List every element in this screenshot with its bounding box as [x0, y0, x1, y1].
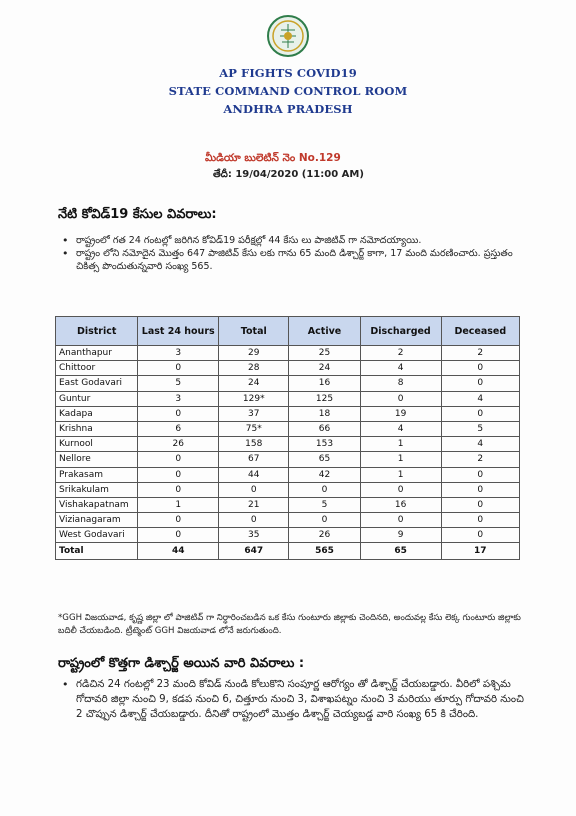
value-cell: 0	[441, 528, 519, 543]
value-cell: 0	[360, 391, 441, 406]
value-cell: 0	[441, 513, 519, 528]
value-cell: 3	[138, 346, 219, 361]
value-cell: 0	[441, 482, 519, 497]
table-row	[56, 421, 520, 436]
value-cell: 158	[219, 437, 289, 452]
value-cell: 3	[138, 391, 219, 406]
table-row	[56, 452, 520, 467]
value-cell: 66	[289, 421, 360, 436]
list-item: • గడిచిన 24 గంటల్లో 23 మంది కోవిడ్ నుండి కోలుకొని సంపూర్ణ ఆరోగ్యం తో డిశ్చార్జ్ చేయబడ్డారు. వీరిలో పశ్చిమ గోదావరి జిల్లా నుంచి 9, కడప నుంచి 6, చిత్తూరు నుంచి 3, విశాఖపట్నం నుంచి 3 మరియు తూర్పు గోదావరి నుంచి 2 చొప్పున డిశ్చార్జ్ చేయబడ్డారు. దీనితో రాష్ట్రంలో మొత్తం డిశ్చార్జ్ చెయ్యబడ్డ వారి సంఖ్య 65 కి చేరింది.	[58, 677, 528, 722]
value-cell: 0	[441, 467, 519, 482]
value-cell: 25	[289, 346, 360, 361]
value-cell: 26	[289, 528, 360, 543]
value-cell: 67	[219, 452, 289, 467]
value-cell: 0	[138, 406, 219, 421]
column-header: District	[56, 317, 138, 346]
district-cell: Prakasam	[56, 467, 138, 482]
value-cell: 17	[441, 543, 519, 560]
value-cell: 65	[360, 543, 441, 560]
district-cell: Ananthapur	[56, 346, 138, 361]
value-cell: 0	[360, 482, 441, 497]
value-cell: 16	[289, 376, 360, 391]
value-cell: 29	[219, 346, 289, 361]
value-cell: 21	[219, 497, 289, 512]
value-cell: 4	[360, 361, 441, 376]
value-cell: 5	[289, 497, 360, 512]
value-cell: 1	[360, 437, 441, 452]
column-header: Active	[289, 317, 360, 346]
table-row	[56, 346, 520, 361]
district-cell: Total	[56, 543, 138, 560]
table-row	[56, 482, 520, 497]
value-cell: 4	[441, 437, 519, 452]
table-header-row	[56, 317, 520, 346]
value-cell: 44	[219, 467, 289, 482]
value-cell: 16	[360, 497, 441, 512]
value-cell: 0	[138, 361, 219, 376]
value-cell: 125	[289, 391, 360, 406]
value-cell: 5	[441, 421, 519, 436]
value-cell: 0	[138, 467, 219, 482]
value-cell: 2	[441, 452, 519, 467]
value-cell: 0	[360, 513, 441, 528]
header-title: AP FIGHTS COVID19	[219, 66, 357, 80]
ap-state-emblem-icon	[266, 14, 310, 58]
table-row	[56, 376, 520, 391]
district-cell: Kurnool	[56, 437, 138, 452]
column-header: Total	[219, 317, 289, 346]
value-cell: 8	[360, 376, 441, 391]
value-cell: 0	[289, 513, 360, 528]
table-body	[56, 346, 520, 560]
list-item: • రాష్ట్రం లోని నమోదైన మొత్తం 647 పాజిటివ్ కేసు లకు గాను 65 మంది డిశ్చార్జ్ కాగా, 17 మంది మరణించారు. ప్రస్తుతం చికిత్స పొందుతున్నవారి సంఖ్య 565.	[58, 247, 528, 273]
table-total-row	[56, 543, 520, 560]
list-item: • రాష్ట్రంలో గత 24 గంటల్లో జరిగిన కోవిడ్19 పరీక్షల్లో 44 కేసు లు పాజిటివ్ గా నమోదయ్యాయి.	[58, 234, 528, 247]
value-cell: 647	[219, 543, 289, 560]
section-discharge-title: రాష్ట్రంలో కొత్తగా డిశ్చార్జ్ అయిన వారి వివరాలు :	[58, 656, 305, 671]
value-cell: 5	[138, 376, 219, 391]
value-cell: 37	[219, 406, 289, 421]
district-cell: Nellore	[56, 452, 138, 467]
value-cell: 565	[289, 543, 360, 560]
header-state: ANDHRA PRADESH	[223, 102, 353, 116]
value-cell: 153	[289, 437, 360, 452]
value-cell: 0	[441, 497, 519, 512]
value-cell: 0	[219, 513, 289, 528]
district-cases-table	[55, 316, 520, 560]
value-cell: 6	[138, 421, 219, 436]
discharge-bullet-list	[58, 677, 528, 722]
value-cell: 18	[289, 406, 360, 421]
value-cell: 4	[360, 421, 441, 436]
table-row	[56, 406, 520, 421]
value-cell: 0	[441, 361, 519, 376]
value-cell: 44	[138, 543, 219, 560]
value-cell: 0	[138, 482, 219, 497]
date-value: 19/04/2020 (11:00 AM)	[235, 169, 364, 180]
district-cell: East Godavari	[56, 376, 138, 391]
value-cell: 0	[289, 482, 360, 497]
table-row	[56, 437, 520, 452]
value-cell: 0	[441, 376, 519, 391]
table-row	[56, 391, 520, 406]
district-cell: Vizianagaram	[56, 513, 138, 528]
header-subtitle: STATE COMMAND CONTROL ROOM	[168, 84, 408, 98]
district-cell: Chittoor	[56, 361, 138, 376]
value-cell: 0	[219, 482, 289, 497]
value-cell: 2	[360, 346, 441, 361]
value-cell: 1	[138, 497, 219, 512]
value-cell: 28	[219, 361, 289, 376]
value-cell: 19	[360, 406, 441, 421]
column-header: Last 24 hours	[138, 317, 219, 346]
value-cell: 0	[138, 452, 219, 467]
value-cell: 26	[138, 437, 219, 452]
value-cell: 75*	[219, 421, 289, 436]
table-footnote: *GGH విజయవాడ, కృష్ణ జిల్లా లో పాజిటివ్ గా నిర్ధారించబడిన ఒక కేసు గుంటూరు జిల్లాకు చెందినది, అందువల్ల కేసు లెక్క గుంటూరు జిల్లాకు బదిలీ చేయబడింది. ట్రీట్మెంట్ GGH విజయవాడ లోనే జరుగుతుంది.	[58, 613, 521, 636]
value-cell: 35	[219, 528, 289, 543]
date-label: తేదీ:	[213, 169, 232, 180]
value-cell: 24	[219, 376, 289, 391]
value-cell: 0	[138, 528, 219, 543]
value-cell: 24	[289, 361, 360, 376]
table-row	[56, 361, 520, 376]
district-cell: Vishakapatnam	[56, 497, 138, 512]
value-cell: 0	[138, 513, 219, 528]
district-cell: Guntur	[56, 391, 138, 406]
table-row	[56, 528, 520, 543]
bulletin-date	[213, 168, 364, 182]
value-cell: 65	[289, 452, 360, 467]
section-cases-title: నేటి కోవిడ్19 కేసుల వివరాలు:	[58, 207, 217, 222]
value-cell: 129*	[219, 391, 289, 406]
value-cell: 9	[360, 528, 441, 543]
district-cell: West Godavari	[56, 528, 138, 543]
value-cell: 1	[360, 467, 441, 482]
value-cell: 2	[441, 346, 519, 361]
column-header: Discharged	[360, 317, 441, 346]
value-cell: 1	[360, 452, 441, 467]
value-cell: 0	[441, 406, 519, 421]
column-header: Deceased	[441, 317, 519, 346]
district-cell: Kadapa	[56, 406, 138, 421]
table-row	[56, 497, 520, 512]
table-row	[56, 513, 520, 528]
value-cell: 42	[289, 467, 360, 482]
value-cell: 4	[441, 391, 519, 406]
district-cell: Srikakulam	[56, 482, 138, 497]
bulletin-number: మీడియా బులెటిన్ నెం No.129	[205, 152, 341, 164]
district-cell: Krishna	[56, 421, 138, 436]
cases-bullet-list	[58, 234, 528, 273]
table-row	[56, 467, 520, 482]
